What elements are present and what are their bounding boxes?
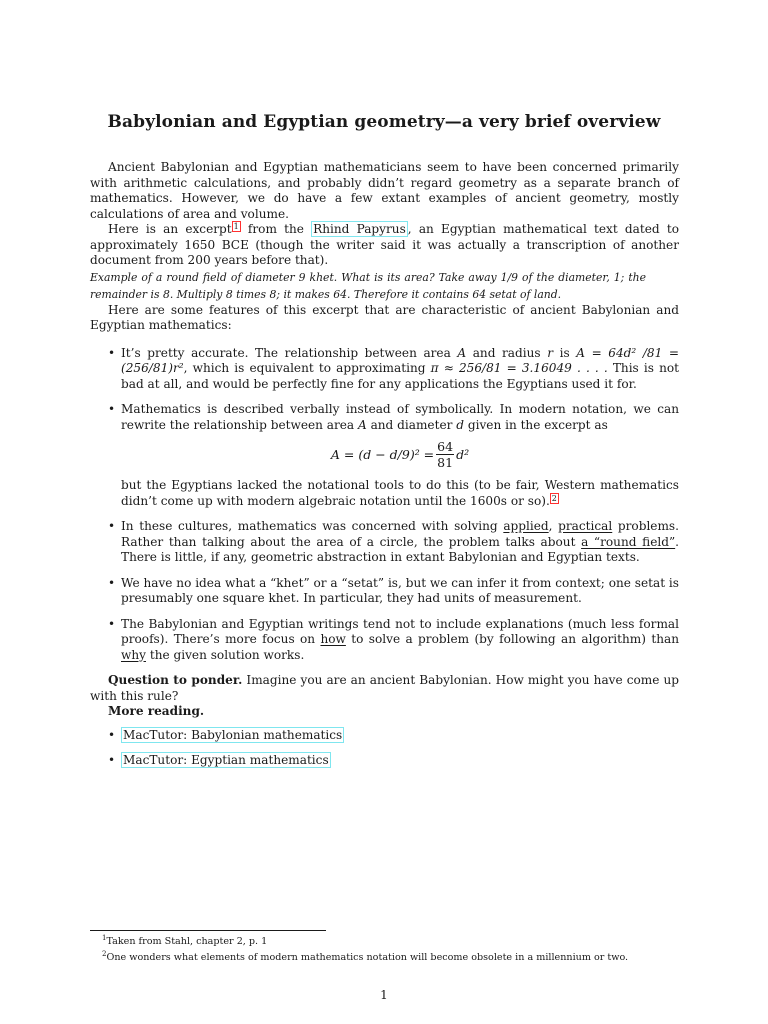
more-reading-list [90, 728, 679, 769]
more-reading-heading: More reading. [108, 704, 205, 718]
footnote-2: $^2$One wonders what elements of modern mathematics notation will become obsolete in a millennium or two. [102, 950, 629, 964]
bullet-icon: • [108, 575, 116, 590]
fraction: $\frac{64}{81}$ [437, 439, 454, 470]
page-number: 1 [380, 988, 388, 1002]
excerpt-quote: Example of a round field of diameter 9 khet. What is its area? Take away 1/9 of the diameter, 1; the remainder is 8. Multiply 8 times 8; it makes 64. Therefore it contains 64 setat of land. [90, 270, 646, 301]
bullet-icon: • [108, 727, 116, 742]
bullet-icon: • [108, 345, 116, 360]
bullet-icon: • [108, 616, 116, 631]
list-item: • The Babylonian and Egyptian writings tend not to include explanations (much less formal proofs). There’s more focus on how to solve a problem (by following an algorithm) than why the given solution works. [108, 616, 679, 662]
footnotes [102, 932, 702, 964]
footnote-ref-2[interactable]: 2 [551, 493, 557, 503]
question-to-ponder: Question to ponder. Imagine you are an ancient Babylonian. How might you have come up with this rule? [90, 673, 679, 703]
bullet-icon: • [108, 753, 116, 767]
document-body [90, 160, 679, 779]
bullet-icon: • [108, 402, 116, 416]
list-item: • In these cultures, mathematics was concerned with solving applied, practical problems. Rather than talking about the area of a circle, the problem talks about a “round field”. There is little, if any, geometric abstraction in extant Babylonian and Egyptian texts. [108, 519, 680, 564]
rhind-papyrus-link[interactable]: Rhind Papyrus [313, 222, 406, 236]
list-item: • We have no idea what a “khet” or a “setat” is, but we can infer it from context; one setat is presumably one square khet. In particular, they had units of measurement. [108, 575, 679, 605]
list-item: • Mathematics is described verbally instead of symbolically. In modern notation, we can rewrite the relationship between area A and diameter d given in the excerpt as A = (d − d/9)² = $\frac{64}{81}$ d² but the Egyptians lacked the notational tools to do this (to be fair, Western mathematics didn’t come up with modern algebraic notation until the 1600s or so). $^2$ [108, 402, 679, 508]
bullet-icon: • [108, 519, 116, 533]
area-formula: A = 64d² /81 = (256/81)r² [121, 345, 680, 375]
list-item [90, 753, 679, 769]
footnote-1: $^1$Taken from Stahl, chapter 2, p. 1 [102, 934, 268, 948]
footnote-divider [90, 930, 326, 931]
mactutor-babylonian-link[interactable]: MacTutor: Babylonian mathematics [123, 727, 343, 742]
page-title: Babylonian and Egyptian geometry—a very brief overview [107, 112, 661, 132]
intro-paragraph: Ancient Babylonian and Egyptian mathematicians seem to have been concerned primarily with arithmetic calculations, and probably didn’t regard geometry as a separate branch of mathematics. However, we do have a few extant examples of ancient geometry, mostly calculations of area and volume. [90, 160, 679, 221]
display-equation: A = (d − d/9)² = $\frac{64}{81}$ d² [330, 439, 470, 470]
list-item: • It’s pretty accurate. The relationship between area A and radius r is A = 64d² /81 = (256/81)r², which is equivalent to approximating π ≈ 256/81 = 3.16049 . . . . This is not bad at all, and would be perfectly fine for any applications the Egyptians used it for. [108, 345, 680, 391]
footnote-ref-1[interactable]: 1 [233, 222, 239, 231]
features-intro: Here are some features of this excerpt that are characteristic of ancient Babylonian and Egyptian mathematics: [90, 302, 679, 332]
features-list [90, 346, 679, 664]
list-item [90, 728, 679, 744]
pi-approximation: π ≈ 256/81 = 3.16049 . . . . [430, 361, 608, 375]
mactutor-egyptian-link[interactable]: MacTutor: Egyptian mathematics [123, 753, 329, 767]
excerpt-paragraph: Here is an excerpt $^1$ from the Rhind Papyrus , an Egyptian mathematical text dated to approximately 1650 BCE (though the writer said it was actually a transcription of another document from 200 years before that). [90, 222, 679, 267]
